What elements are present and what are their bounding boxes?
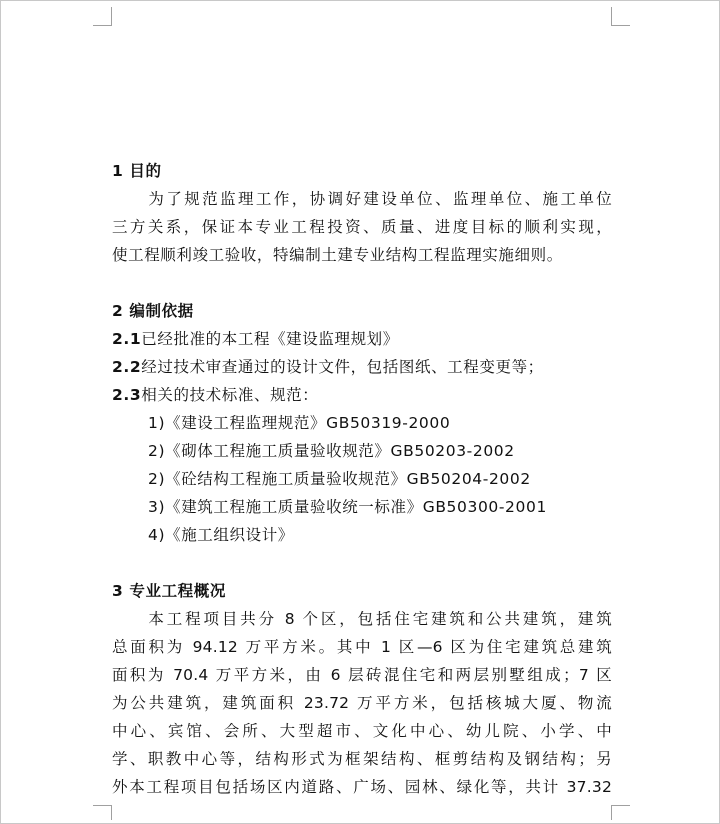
subitem-number: 2.3 [112, 386, 142, 404]
standard-item: 3)《建筑工程施工质量验收统一标准》GB50300-2001 [148, 498, 547, 516]
subitem-text: 相关的技术标准、规范： [141, 386, 319, 404]
section-3-paragraph-line: 总面积为 94.12 万平方米。其中 1 区—6 区为住宅建筑总建筑 [112, 638, 612, 656]
section-1-paragraph-line: 使工程顺利竣工验收，特编制土建专业结构工程监理实施细则。 [112, 246, 563, 264]
section-3-paragraph-line: 面积为 70.4 万平方米，由 6 层砖混住宅和两层别墅组成；7 区 [112, 666, 612, 684]
standard-item: 4)《施工组织设计》 [148, 526, 294, 544]
subitem-text: 经过技术审查通过的设计文件，包括图纸、工程变更等； [141, 358, 544, 376]
section-3-paragraph-line: 外本工程项目包括场区内道路、广场、园林、绿化等，共计 37.32 [112, 778, 612, 796]
standard-item: 1)《建设工程监理规范》GB50319-2000 [148, 414, 451, 432]
crop-mark-top-left [93, 7, 112, 26]
section-3-paragraph-line: 学、职教中心等，结构形式为框架结构、框剪结构及钢结构；另 [112, 750, 612, 768]
subitem-text: 已经批准的本工程《建设监理规划》 [141, 330, 399, 348]
section-1-heading: 1 目的 [112, 162, 162, 180]
section-3-paragraph-line: 为公共建筑，建筑面积 23.72 万平方米，包括核城大厦、物流 [112, 694, 612, 712]
section-2-heading: 2 编制依据 [112, 302, 194, 320]
subitem-number: 2.2 [112, 358, 142, 376]
standard-item: 2)《砼结构工程施工质量验收规范》GB50204-2002 [148, 470, 531, 488]
crop-mark-bottom-right [611, 805, 630, 820]
standard-item: 2)《砌体工程施工质量验收规范》GB50203-2002 [148, 442, 515, 460]
section-3-paragraph-line: 本工程项目共分 8 个区，包括住宅建筑和公共建筑，建筑 [148, 610, 612, 628]
subitem-2-3 [112, 381, 612, 409]
section-3-paragraph-line: 中心、宾馆、会所、大型超市、文化中心、幼儿院、小学、中 [112, 722, 612, 740]
subitem-2-1 [112, 325, 612, 353]
section-3-heading: 3 专业工程概况 [112, 582, 226, 600]
subitem-2-2 [112, 353, 612, 381]
crop-mark-bottom-left [93, 805, 112, 820]
subitem-number: 2.1 [112, 330, 142, 348]
crop-mark-top-right [611, 7, 630, 26]
section-1-paragraph-line: 为了规范监理工作，协调好建设单位、监理单位、施工单位 [148, 190, 612, 208]
document-body [112, 157, 612, 801]
section-1-paragraph-line: 三方关系，保证本专业工程投资、质量、进度目标的顺利实现， [112, 218, 612, 236]
